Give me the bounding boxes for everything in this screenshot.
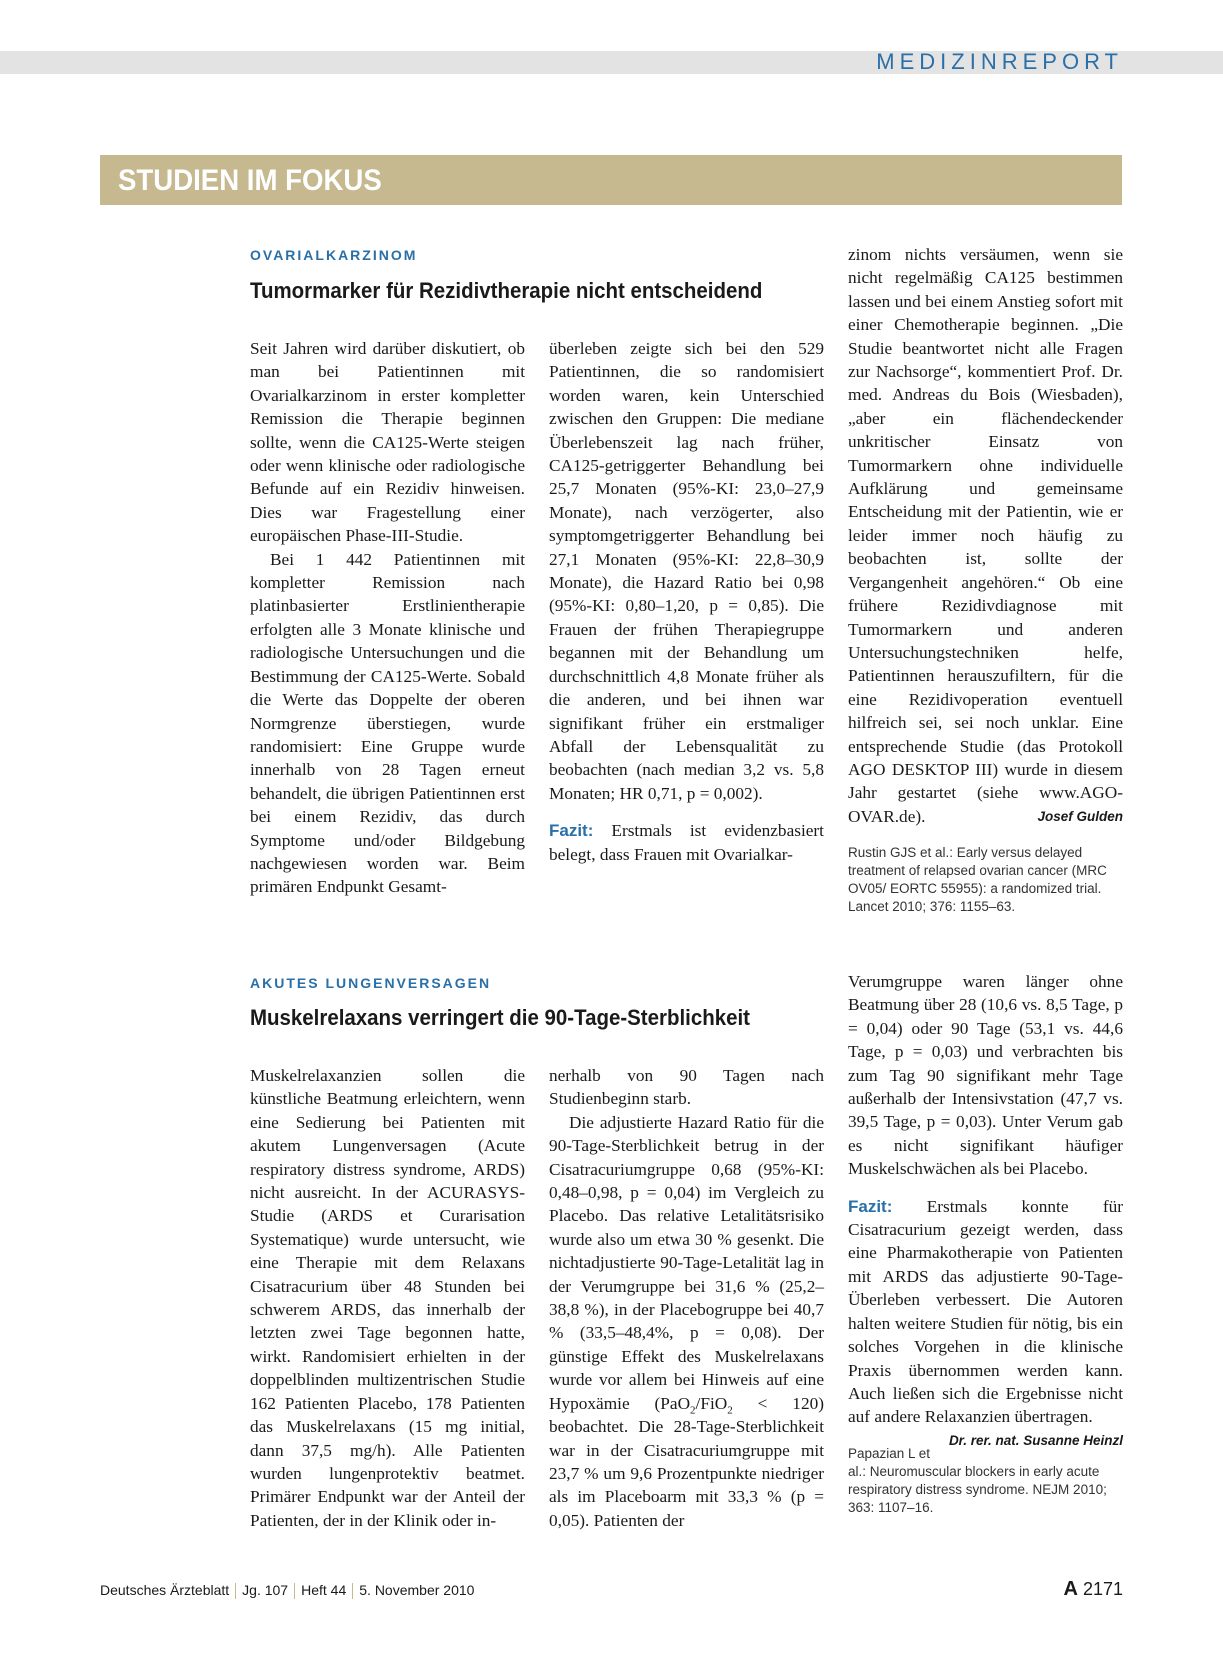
subscript: 2 — [727, 1404, 733, 1417]
author: Josef Gulden — [1037, 808, 1123, 824]
fazit-text: Erstmals ist evidenzbasiert belegt, dass Frauen mit Ovarialkar- — [549, 821, 824, 864]
article2-paragraph: Muskelrelaxanzien sollen die künstliche Beatmung erleichtern, wenn eine Sedierung bei Patienten mit akutem Lungenversagen (Acute respiratory distress syndrome, ARDS) nicht ausreicht. In der ACURASYS-Studie (ARDS et Curarisation Systematique) wurde untersucht, wie eine Therapie mit dem Relaxans Cisatracurium über 48 Stunden bei schwerem ARDS, das innerhalb der letzten zwei Tage begonnen hatte, wirkt. Randomisiert erhielten in der doppelblinden multizentrischen Studie 162 Patienten Placebo, 178 Patienten das Muskelrelaxans (15 mg initial, dann 37,5 mg/h). Alle Patienten wurden lungenprotektiv beatmet. Primärer Endpunkt war der Anteil der Patienten, der in der Klinik oder in- — [250, 1066, 525, 1530]
issue: Heft 44 — [301, 1582, 347, 1598]
page-prefix: A — [1063, 1578, 1078, 1600]
reference: Rustin GJS et al.: Early versus delayed treatment of relapsed ovarian cancer (MRC OV05/ EORTC 55955): a randomized trial. Lancet 2010; 376: 1155–63. — [848, 845, 1107, 915]
article1-paragraph: Bei 1 442 Patientinnen mit kompletter Remission nach platinbasierter Erstlinientherapie erfolgten alle 3 Monate klinische und radiologische Untersuchungen und die Bestimmung der CA125-Werte. Sobald die Werte das Doppelte der oberen Normgrenze überstiegen, wurde randomisiert: Eine Gruppe wurde innerhalb von 28 Tagen erneut behandelt, die übrigen Patientinnen erst bei einem Rezidiv, das durch Symptome und/oder Bildgebung nachgewiesen worden war. Beim primären Endpunkt Gesamt- — [250, 549, 525, 897]
journal-name: Deutsches Ärzteblatt — [100, 1582, 230, 1598]
article1-kicker: OVARIALKARZINOM — [250, 247, 418, 263]
article1-fazit — [549, 819, 824, 866]
article2-paragraph: nerhalb von 90 Tagen nach Studienbeginn starb. — [549, 1066, 824, 1109]
article1-paragraph: überleben zeigte sich bei den 529 Patientinnen, die so randomisiert worden waren, kein Unterschied zwischen den Gruppen: Die mediane Überlebenszeit lag nach früher, CA125-getriggerter Behandlung bei 25,7 Monaten (95%-KI: 23,0–27,9 Monate), nach verzögerter, also symptomgetriggerter Behandlung bei 27,1 Monaten (95%-KI: 22,8–30,9 Monate), die Hazard Ratio bei 0,98 (95%-KI: 0,80–1,20, p = 0,85). Die Frauen der frühen Therapiegruppe begannen mit der Behandlung um durchschnittlich 4,8 Monate früher als die anderen, und bei ihnen war signifikant früher ein erstmaliger Abfall der Lebensqualität zu beobachten (nach median 3,2 vs. 5,8 Monaten; HR 0,71, p = 0,002). — [549, 339, 824, 803]
article2-column-2 — [549, 1064, 824, 1532]
article1-column-2 — [549, 337, 824, 866]
reference: Papazian L et al.: Neuromuscular blockers in early acute respiratory distress syndrome. NEJM 2010; 363: 1107–16. — [848, 1445, 1107, 1515]
banner-title: STUDIEN IM FOKUS — [118, 164, 382, 197]
paragraph-text: zinom nichts versäumen, wenn sie nicht regelmäßig CA125 bestimmen lassen und bei einem Anstieg sofort mit einer Chemotherapie beginnen. „Die Studie beantwortet nicht alle Fragen zur Nachsorge“, kommentiert Prof. Dr. med. Andreas du Bois (Wiesbaden), „aber ein flächendeckender unkritischer Einsatz von Tumormarkern ohne individuelle Aufklärung und gemeinsame Entscheidung mit der Patientin, wie er leider immer noch häufig zu beobachten ist, sollte der Vergangenheit angehören.“ Ob eine frühere Rezidivdiagnose mit Tumormarkern und anderen Untersuchungstechniken helfe, Patientinnen herauszufiltern, für die eine Rezidivoperation eventuell hilfreich sei, sei noch unklar. Eine entsprechende Studie (das Protokoll AGO DESKTOP III) wurde in diesem Jahr gestartet (siehe www.AGO-OVAR.de). — [848, 245, 1123, 826]
article2-kicker: AKUTES LUNGENVERSAGEN — [250, 975, 492, 991]
divider — [235, 1583, 236, 1599]
page-number — [1063, 1578, 1123, 1601]
divider — [352, 1583, 353, 1599]
article1-title: Tumormarker für Rezidivtherapie nicht entscheidend — [250, 278, 763, 303]
article1-paragraph — [848, 243, 1123, 828]
paragraph-text: /FiO — [695, 1393, 728, 1413]
fazit-label: Fazit: — [549, 821, 594, 841]
paragraph-text: < 120) beobachtet. Die 28-Tage-Sterblichkeit war in der Cisatracuriumgruppe mit 23,7 % um 9,6 Prozentpunkte niedriger als im Placeboarm mit 33,3 % (p = 0,05). Patienten der — [549, 1393, 824, 1530]
article2-paragraph — [549, 1111, 824, 1532]
footer — [100, 1582, 474, 1599]
divider — [294, 1583, 295, 1599]
article1-column-3 — [848, 243, 1123, 916]
fazit-text: Erstmals konnte für Cisatracurium gezeigt werden, dass eine Pharmakotherapie von Patienten mit ARDS das adjustierte 90-Tage-Überleben verbessert. Die Autoren halten weitere Studien für nötig, bis ein solches Vorgehen in die klinische Praxis übernommen werden kann. Auch ließen sich die Ergebnisse nicht auf andere Relaxanzien übertragen. — [848, 1196, 1123, 1427]
page-number-value: 2171 — [1082, 1579, 1123, 1599]
paragraph-text: Die adjustierte Hazard Ratio für die 90-Tage-Sterblichkeit betrug in der Cisatracuriumgruppe 0,68 (95%-KI: 0,48–0,98, p = 0,04) im Vergleich zu Placebo. Das relative Letalitätsrisiko wurde also um etwa 30 % gesenkt. Die nichtadjustierte 90-Tage-Letalität lag in der Verumgruppe bei 31,6 % (25,2–38,8 %), in der Placebogruppe bei 40,7 % (33,5–48,4%, p = 0,08). Der günstige Effekt des Muskelrelaxans wurde vor allem bei Hinweis auf eine Hypoxämie (PaO — [549, 1112, 824, 1413]
article2-title: Muskelrelaxans verringert die 90-Tage-Sterblichkeit — [250, 1005, 750, 1030]
author: Dr. rer. nat. Susanne Heinzl — [948, 1432, 1123, 1448]
article2-fazit — [848, 1195, 1123, 1448]
fazit-label: Fazit: — [848, 1196, 893, 1216]
article2-paragraph: Verumgruppe waren länger ohne Beatmung über 28 (10,6 vs. 8,5 Tage, p = 0,04) oder 90 Tage (53,1 vs. 44,6 Tage, p = 0,03) und verbrachten bis zum Tag 90 signifikant mehr Tage außerhalb der Intensivstation (47,7 vs. 39,5 Tage, p = 0,03). Unter Verum gab es nicht signifikant häufiger Muskelschwächen als bei Placebo. — [848, 972, 1123, 1179]
article1-column-1 — [250, 337, 525, 899]
article2-column-3 — [848, 970, 1123, 1517]
volume: Jg. 107 — [242, 1582, 289, 1598]
section-label: MEDIZINREPORT — [876, 49, 1123, 74]
article1-paragraph: Seit Jahren wird darüber diskutiert, ob man bei Patientinnen mit Ovarialkarzinom in erster kompletter Remission die Therapie beginnen sollte, wenn die CA125-Werte steigen oder wenn klinische oder radiologische Befunde auf ein Rezidiv hinweisen. Dies war Fragestellung einer europäischen Phase-III-Studie. — [250, 339, 525, 546]
banner — [100, 155, 1122, 205]
issue-date: 5. November 2010 — [359, 1582, 475, 1598]
subscript: 2 — [690, 1404, 696, 1417]
article2-column-1 — [250, 1064, 525, 1532]
